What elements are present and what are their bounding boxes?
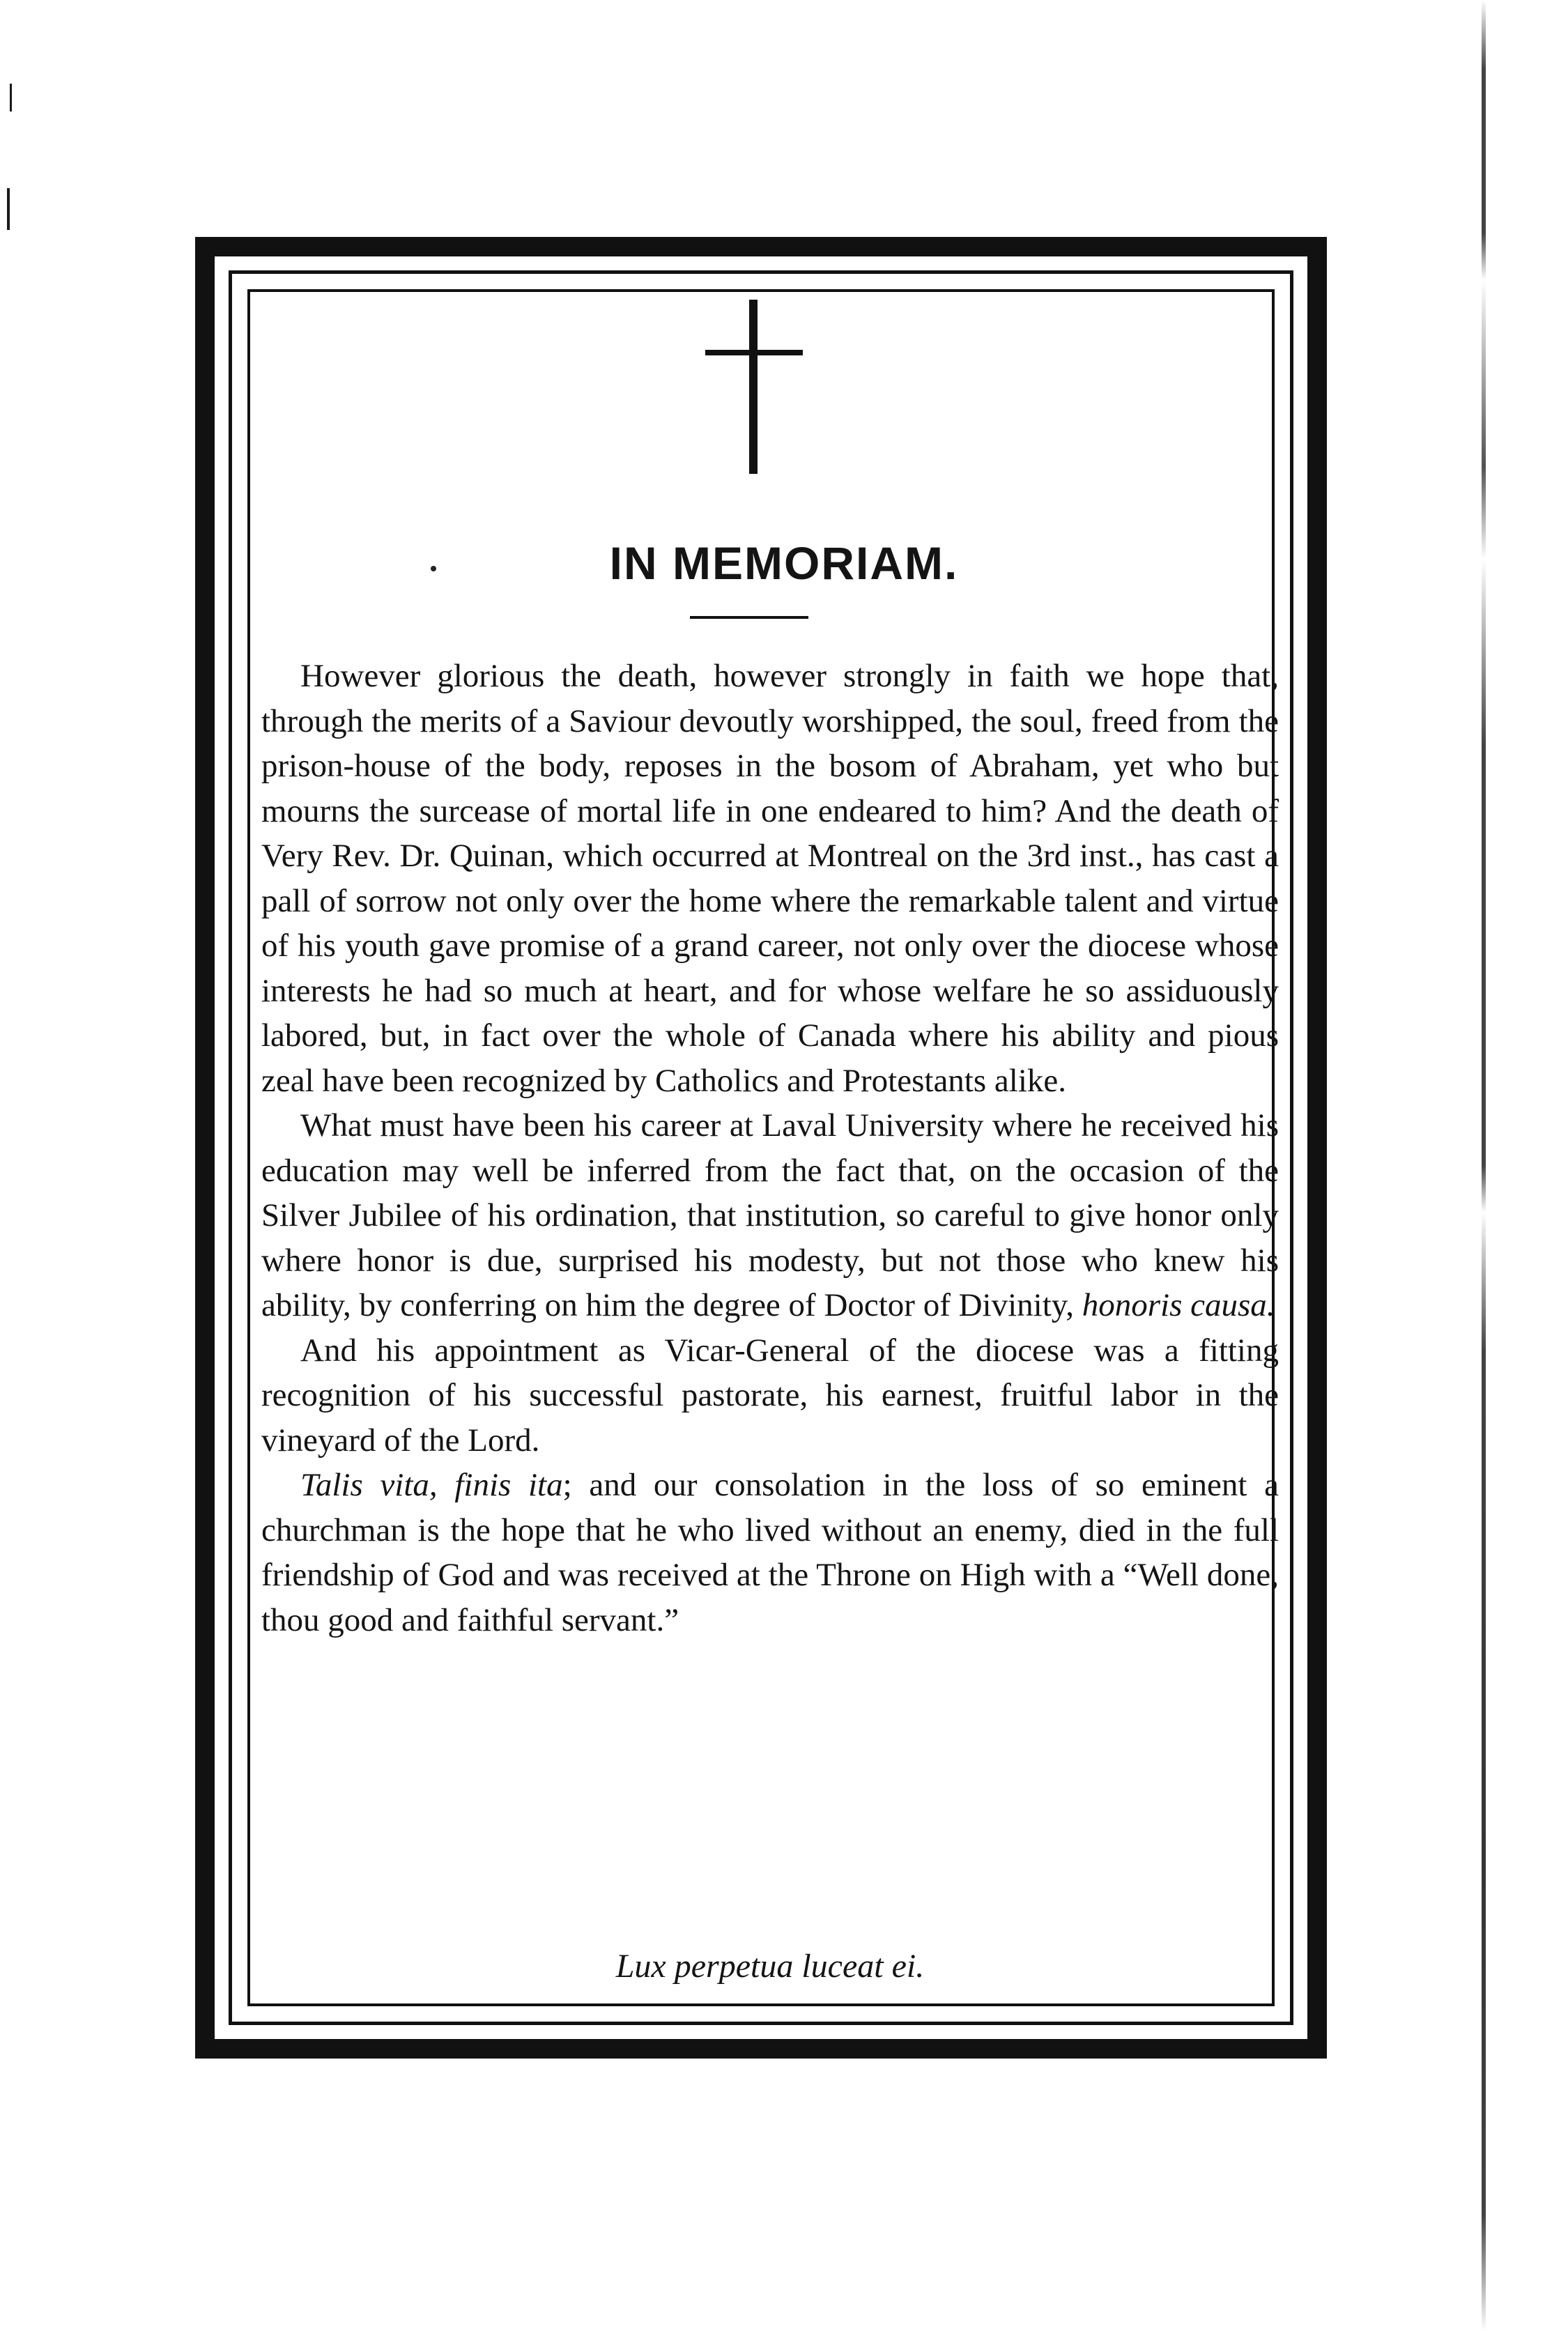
latin-phrase: honoris causa.: [1082, 1287, 1275, 1323]
page-edge: [1482, 0, 1486, 2331]
memorial-body: [261, 654, 1279, 1643]
paragraph-4: [261, 1463, 1279, 1643]
paragraph-text: However glorious the death, however strongly in faith we hope that, through the merits of a Saviour devoutly worshipped, the soul, freed from the prison-house of the body, reposes in the bosom of Abraham, yet who but mourns the surcease of mortal life in one endeared to him? And the death of Very Rev. Dr. Quinan, which occurred at Montreal on the 3rd inst., has cast a pall of sorrow not only over the home where the remarkable talent and virtue of his youth gave promise of a grand career, not only over the diocese whose interests he had so much at heart, and for whose welfare he so assiduously labored, but, in fact over the whole of Canada where his ability and pious zeal have been recognized by Catholics and Protestants alike.: [261, 658, 1279, 1099]
paragraph-text: And his appointment as Vicar-General of the diocese was a fitting recognition of his successful pastorate, his earnest, fruitful labor in the vineyard of the Lord.: [261, 1332, 1279, 1459]
latin-phrase: Talis vita, finis ita: [300, 1467, 563, 1503]
paragraph-text: ; and our consolation in the loss of so eminent a churchman is the hope that he who lived without an enemy, died in the full friendship of God and was received at the Throne on High with a “Well done, thou good and faithful servant.”: [261, 1467, 1279, 1638]
paragraph-text: What must have been his career at Laval University where he received his education may well be inferred from the fact that, on the occasion of the Silver Jubilee of his ordination, that institution, so careful to give honor only where honor is due, surprised his modesty, but not those who knew his ability, by conferring on him the degree of Doctor of Divinity,: [261, 1107, 1279, 1323]
paragraph-3: [261, 1328, 1279, 1463]
paragraph-2: [261, 1103, 1279, 1328]
scan-mark: [7, 188, 10, 230]
paragraph-1: [261, 654, 1279, 1103]
title-rule: [690, 616, 808, 619]
scan-mark: [10, 84, 12, 111]
cross-horizontal: [705, 350, 803, 355]
cross-icon: [705, 300, 803, 481]
cross-vertical: [749, 300, 758, 474]
closing-prayer: Lux perpetua luceat ei.: [615, 1948, 925, 1985]
memorial-title: IN MEMORIAM.: [609, 537, 959, 589]
